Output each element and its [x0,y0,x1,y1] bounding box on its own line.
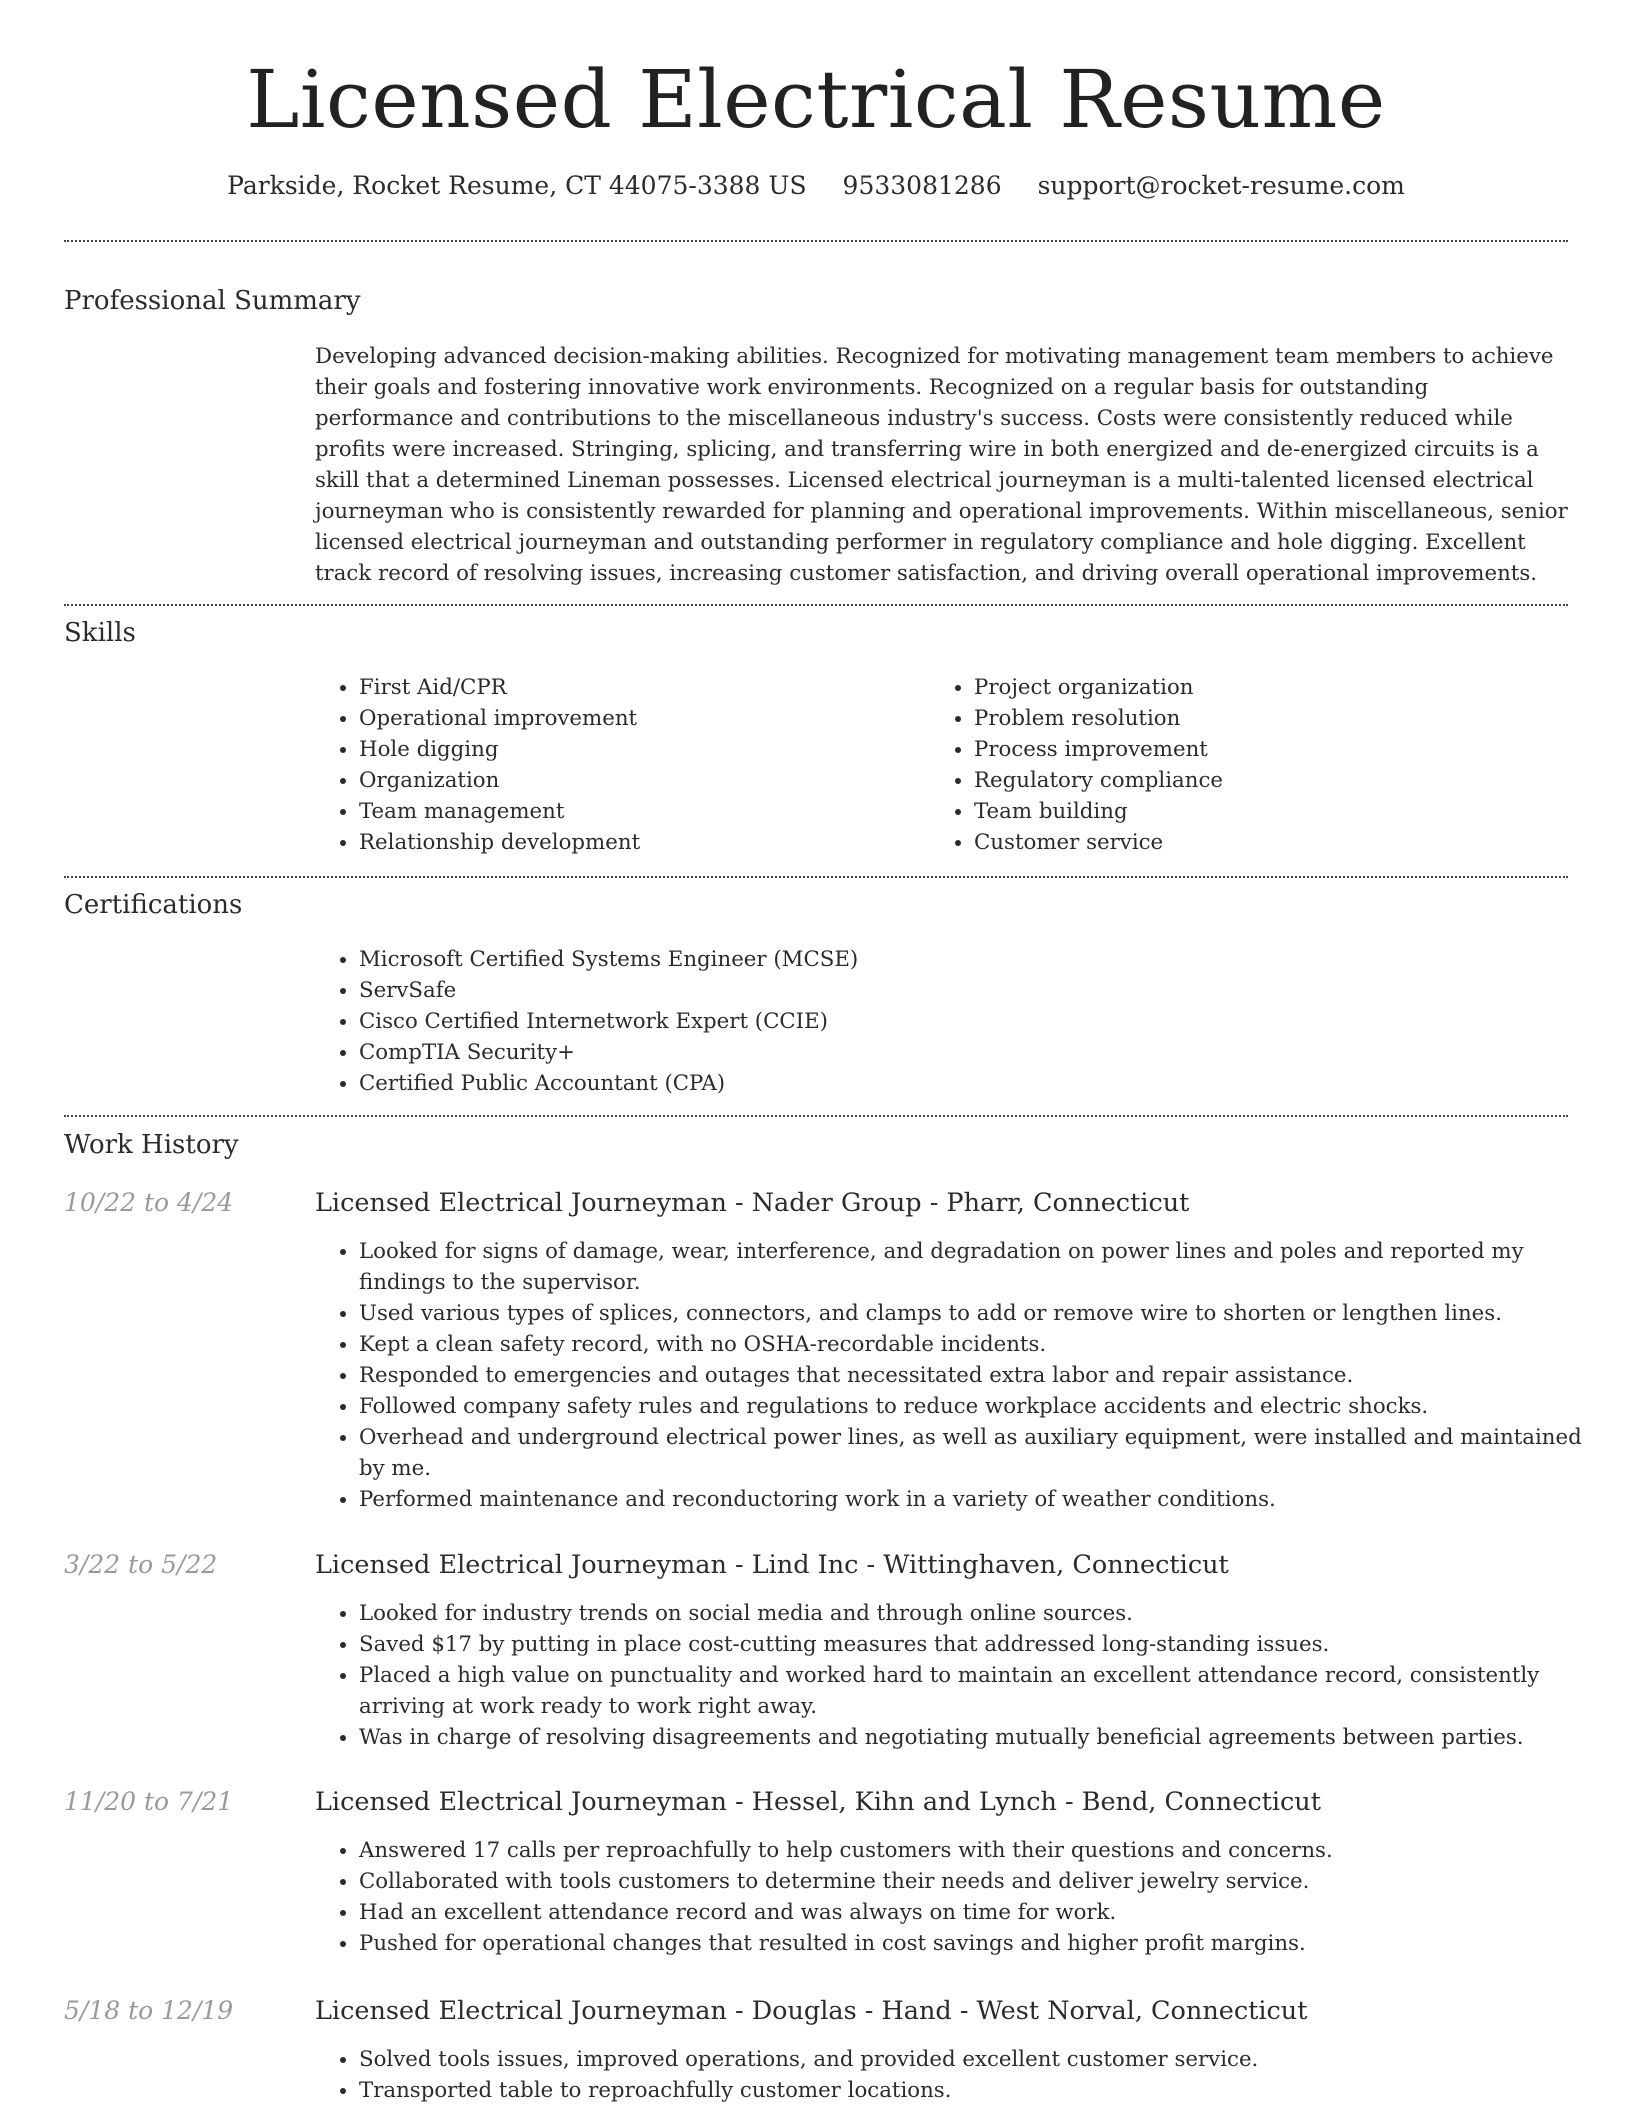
skill-item: • Relationship development [359,827,919,858]
skill-item: • Customer service [974,827,1574,858]
skills-heading: Skills [64,618,136,648]
contact-phone: 9533081286 [842,171,1002,200]
skill-item: • Team building [974,796,1574,827]
divider [64,240,1568,242]
certification-item: • Certified Public Accountant (CPA) [359,1068,1559,1099]
job-bullet: • Had an excellent attendance record and was always on time for work. [359,1897,1614,1928]
job-bullets [315,2044,1614,2106]
certification-item: • ServSafe [359,975,1559,1006]
skill-item: • First Aid/CPR [359,672,919,703]
job-bullet: • Followed company safety rules and regulations to reduce workplace accidents and electric shocks. [359,1391,1614,1422]
job-bullet: • Used various types of splices, connectors, and clamps to add or remove wire to shorten or lengthen lines. [359,1298,1614,1329]
job-dates: 11/20 to 7/21 [64,1787,234,1816]
job-dates: 5/18 to 12/19 [64,1996,234,2025]
job-bullet: • Kept a clean safety record, with no OSHA-recordable incidents. [359,1329,1614,1360]
job-title: Licensed Electrical Journeyman - Lind Inc - Wittinghaven, Connecticut [315,1550,1229,1580]
divider [64,1115,1568,1117]
job-title: Licensed Electrical Journeyman - Hessel, Kihn and Lynch - Bend, Connecticut [315,1787,1321,1817]
contact-email: support@rocket-resume.com [1037,171,1405,200]
skills-list-left [315,672,919,858]
summary-text: Developing advanced decision-making abilities. Recognized for motivating management team members to achieve their goals and fostering innovative work environments. Recognized on a regular basis for outstanding performance and contributions to the miscellaneous industry's success. Costs were consistently reduced while profits were increased. Stringing, splicing, and transferring wire in both energized and de-energized circuits is a skill that a determined Lineman possesses. Licensed electrical journeyman is a multi-talented licensed electrical journeyman who is consistently rewarded for planning and operational improvements. Within miscellaneous, senior licensed electrical journeyman and outstanding performer in regulatory compliance and hole digging. Excellent track record of resolving issues, increasing customer satisfaction, and driving overall operational improvements. [315,344,1568,586]
job-bullet: • Responded to emergencies and outages that necessitated extra labor and repair assistance. [359,1360,1614,1391]
job-bullet: • Performed maintenance and reconductoring work in a variety of weather conditions. [359,1484,1614,1515]
skill-item: • Operational improvement [359,703,919,734]
job-bullet: • Transported table to reproachfully customer locations. [359,2075,1614,2106]
divider [64,604,1568,606]
job-bullet: • Saved $17 by putting in place cost-cutting measures that addressed long-standing issues. [359,1629,1614,1660]
skill-item: • Problem resolution [974,703,1574,734]
skill-item: • Team management [359,796,919,827]
job-bullet: • Placed a high value on punctuality and worked hard to maintain an excellent attendance record, consistently arriving at work ready to work right away. [359,1660,1614,1722]
job-bullets [315,1598,1614,1753]
certification-item: • CompTIA Security+ [359,1037,1559,1068]
job-title: Licensed Electrical Journeyman - Nader Group - Pharr, Connecticut [315,1188,1190,1218]
job-dates: 10/22 to 4/24 [64,1188,234,1217]
job-title: Licensed Electrical Journeyman - Douglas - Hand - West Norval, Connecticut [315,1996,1308,2026]
skill-item: • Process improvement [974,734,1574,765]
skill-item: • Organization [359,765,919,796]
job-bullet: • Pushed for operational changes that resulted in cost savings and higher profit margins. [359,1928,1614,1959]
skill-item: • Hole digging [359,734,919,765]
job-bullets [315,1236,1614,1515]
certification-item: • Microsoft Certified Systems Engineer (MCSE) [359,944,1559,975]
contact-address: Parkside, Rocket Resume, CT 44075-3388 US [227,171,807,200]
certification-item: • Cisco Certified Internetwork Expert (CCIE) [359,1006,1559,1037]
work-history-heading: Work History [64,1130,239,1160]
summary-heading: Professional Summary [64,286,361,316]
job-bullet: • Solved tools issues, improved operations, and provided excellent customer service. [359,2044,1614,2075]
job-dates: 3/22 to 5/22 [64,1550,218,1579]
certifications-list [315,944,1559,1099]
job-bullet: • Looked for industry trends on social media and through online sources. [359,1598,1614,1629]
job-bullet: • Answered 17 calls per reproachfully to help customers with their questions and concerns. [359,1835,1614,1866]
job-bullets [315,1835,1614,1959]
skill-item: • Project organization [974,672,1574,703]
job-bullet: • Was in charge of resolving disagreements and negotiating mutually beneficial agreements between parties. [359,1722,1614,1753]
resume-title: Licensed Electrical Resume [246,53,1386,146]
job-bullet: • Looked for signs of damage, wear, interference, and degradation on power lines and poles and reported my findings to the supervisor. [359,1236,1614,1298]
job-bullet: • Overhead and underground electrical power lines, as well as auxiliary equipment, were installed and maintained by me. [359,1422,1614,1484]
job-bullet: • Collaborated with tools customers to determine their needs and deliver jewelry service. [359,1866,1614,1897]
certifications-heading: Certifications [64,890,243,920]
divider [64,876,1568,878]
skill-item: • Regulatory compliance [974,765,1574,796]
skills-list-right [930,672,1574,858]
contact-line [0,170,1632,202]
